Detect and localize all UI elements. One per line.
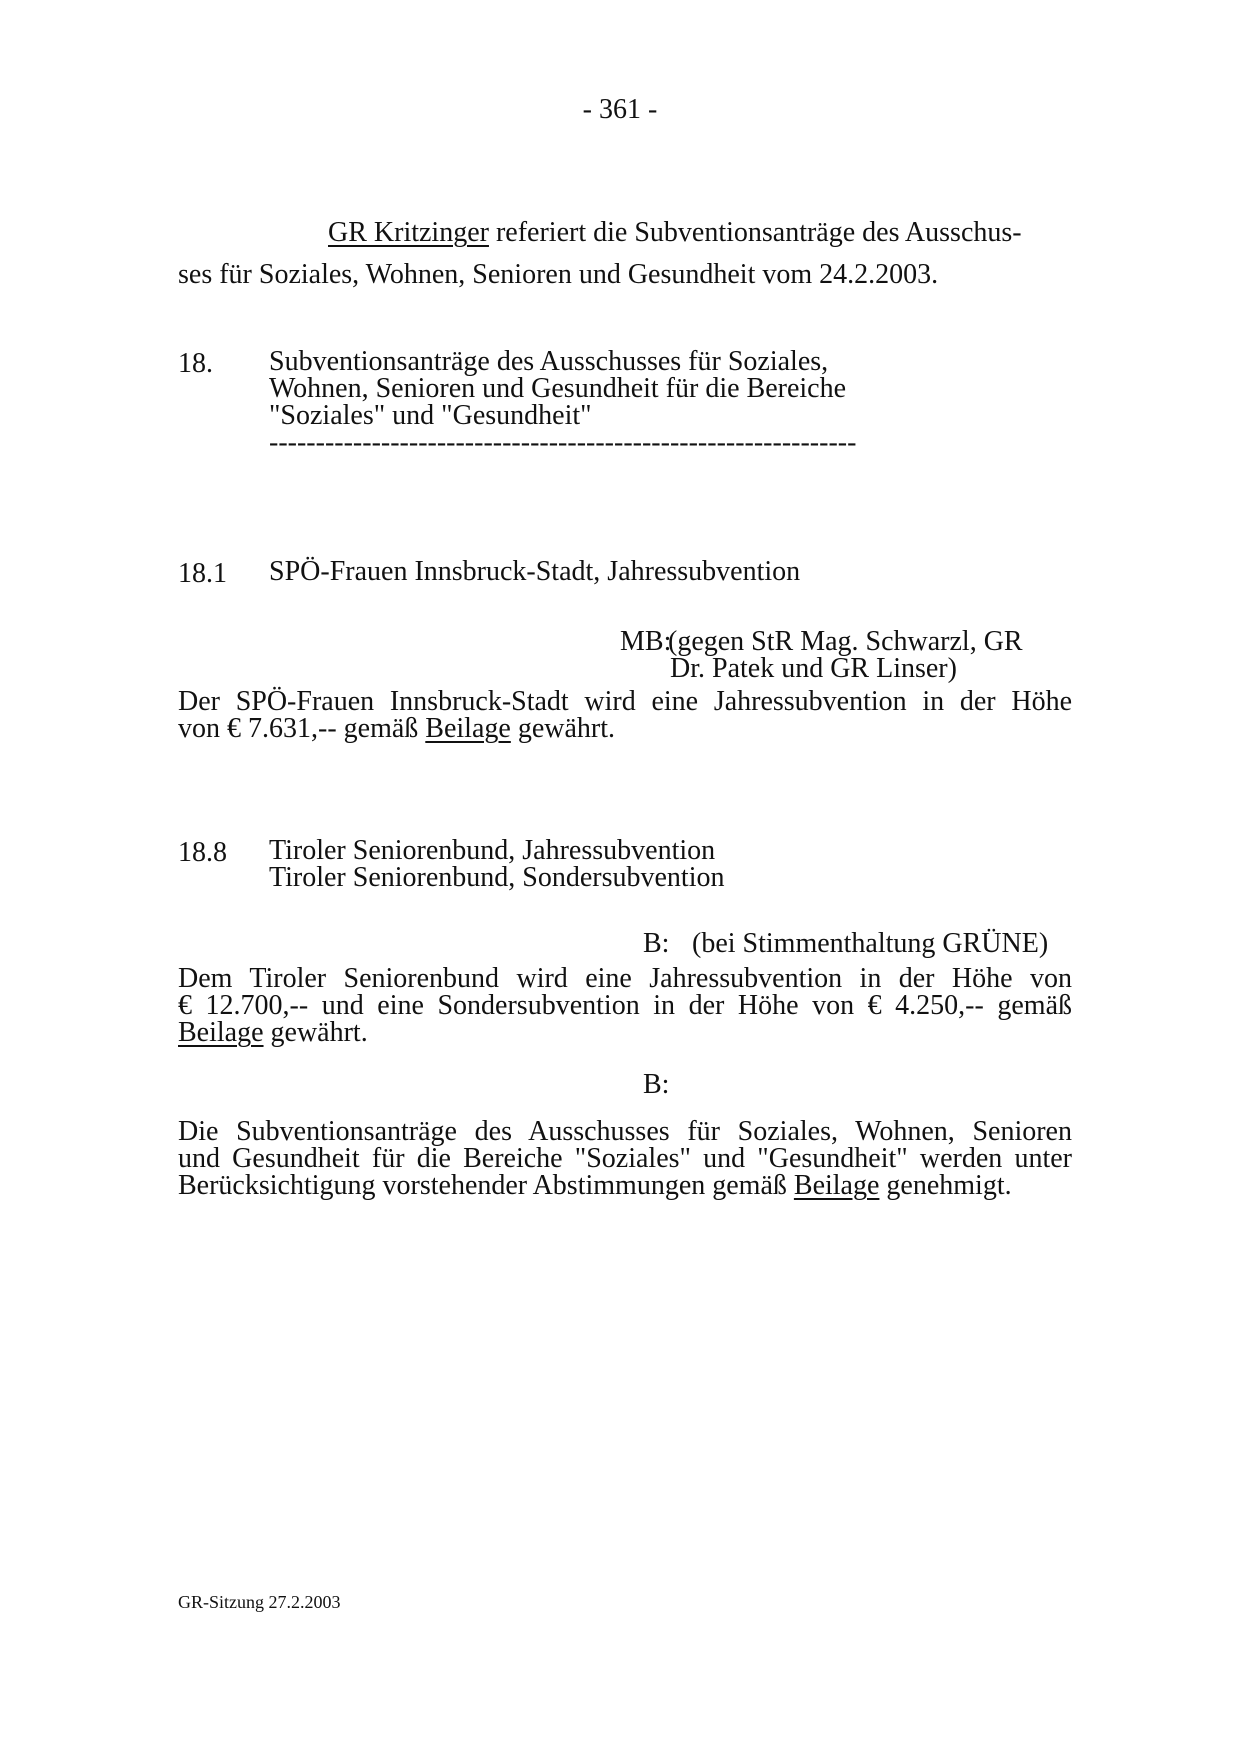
item-18-8-title-line: Tiroler Seniorenbund, Jahressubvention [269, 835, 716, 866]
intro-line2: ses für Soziales, Wohnen, Senioren und Gesundheit vom 24.2.2003. [178, 259, 939, 290]
item-18-number: 18. [178, 348, 213, 379]
item-18-1-decision [178, 688, 1072, 742]
item-18-title-line: "Soziales" und "Gesundheit" [269, 400, 592, 431]
decision-text: gewährt. [263, 1017, 368, 1048]
vote-detail-line2: Dr. Patek und GR Linser) [670, 653, 957, 684]
item-18-8-title-line: Tiroler Seniorenbund, Sondersubvention [269, 862, 725, 893]
decision-line [178, 715, 1072, 742]
final-decision [178, 1118, 1072, 1199]
decision-text: Berücksichtigung vorstehender Abstimmungen gemäß [178, 1170, 794, 1201]
item-18-8-vote [643, 930, 1048, 957]
decision-line: Der SPÖ-Frauen Innsbruck-Stadt wird eine Jahressubvention in der Höhe [178, 686, 1072, 717]
decision-text: genehmigt. [879, 1170, 1012, 1201]
item-18-8-number: 18.8 [178, 837, 227, 868]
decision-text: gewährt. [510, 713, 616, 744]
item-18-8-title [269, 837, 725, 891]
item-18-title [269, 348, 856, 456]
speaker-name: GR Kritzinger [328, 217, 489, 248]
decision-text: von € 7.631,-- gemäß [178, 713, 426, 744]
vote-detail: (bei Stimmenthaltung GRÜNE) [692, 928, 1049, 959]
final-vote-label: B: [643, 1069, 670, 1100]
item-18-separator: --------------------------------------------------------------- [269, 427, 857, 458]
beilage-link: Beilage [425, 713, 511, 744]
beilage-link: Beilage [178, 1017, 264, 1048]
intro-paragraph [178, 212, 1072, 296]
beilage-link: Beilage [793, 1170, 880, 1201]
item-18-title-line: Subventionsanträge des Ausschusses für Soziales, [269, 346, 829, 377]
vote-label: B: [643, 928, 670, 959]
item-18-1-number: 18.1 [178, 558, 227, 589]
item-18-1-vote [620, 628, 1023, 682]
decision-line [178, 1019, 1072, 1046]
decision-line: Die Subventionsanträge des Ausschusses für Soziales, Wohnen, Senioren [178, 1116, 1072, 1147]
vote-label: MB: [620, 626, 672, 657]
item-18-title-line: Wohnen, Senioren und Gesundheit für die Bereiche [269, 373, 847, 404]
decision-line: Dem Tiroler Seniorenbund wird eine Jahressubvention in der Höhe von [178, 963, 1072, 994]
page-number: - 361 - [582, 94, 658, 125]
intro-line1-rest: referiert die Subventionsanträge des Ausschus- [488, 217, 1022, 248]
vote-detail-line1: (gegen StR Mag. Schwarzl, GR [668, 626, 1023, 657]
item-18-8-decision [178, 965, 1072, 1046]
decision-line: und Gesundheit für die Bereiche "Soziales" und "Gesundheit" werden unter [178, 1143, 1072, 1174]
page-footer: GR-Sitzung 27.2.2003 [178, 1592, 341, 1612]
item-18-1-title: SPÖ-Frauen Innsbruck-Stadt, Jahressubvention [269, 556, 801, 587]
decision-line: € 12.700,-- und eine Sondersubvention in der Höhe von € 4.250,-- gemäß [178, 990, 1072, 1021]
decision-line [178, 1172, 1072, 1199]
